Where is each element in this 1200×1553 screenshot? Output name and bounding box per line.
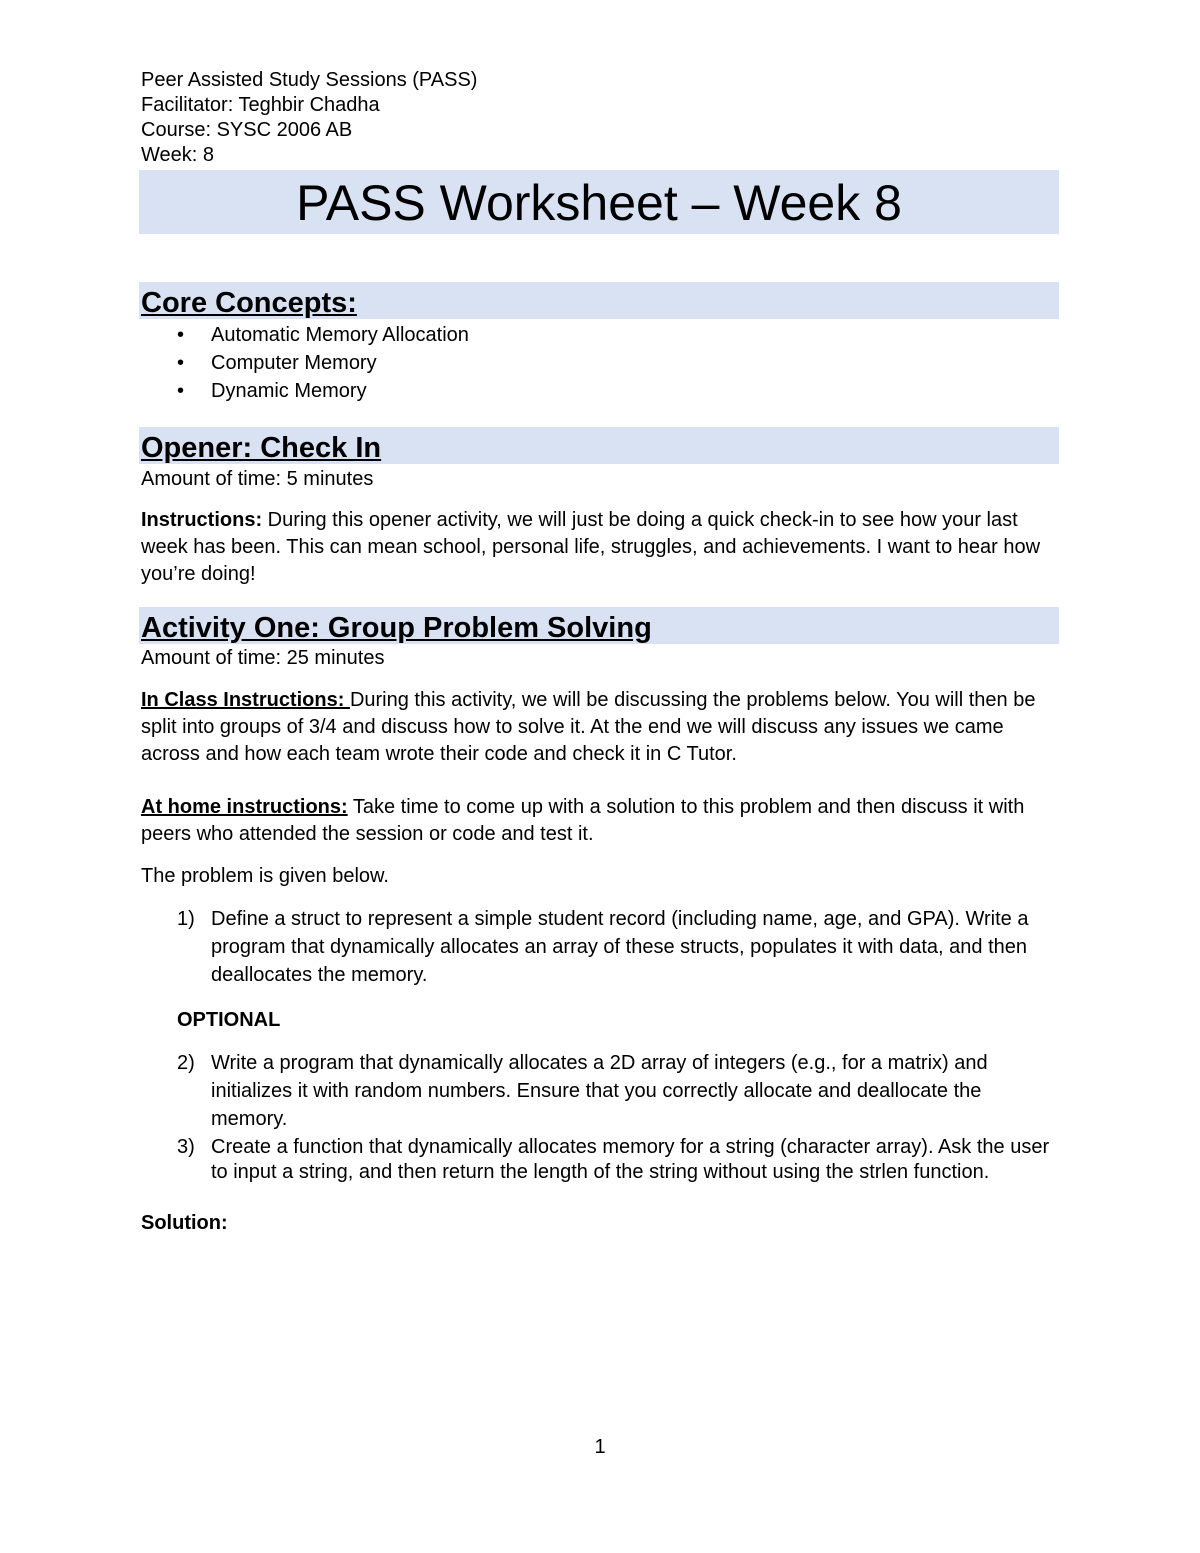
facilitator-name: Facilitator: Teghbir Chadha: [141, 94, 380, 116]
bullet-icon: •: [177, 352, 185, 374]
opener-instructions: Instructions: During this opener activity, we will just be doing a quick check-in to see how your last week has been. This can mean school, personal life, struggles, and achievements. I want to hear how you’re doing!: [141, 509, 1041, 585]
solution-label: Solution:: [141, 1212, 228, 1234]
activity-time: Amount of time: 25 minutes: [141, 647, 385, 669]
in-class-label: In Class Instructions:: [141, 689, 350, 711]
program-name: Peer Assisted Study Sessions (PASS): [141, 69, 478, 91]
problem-intro: The problem is given below.: [141, 865, 389, 887]
instructions-label: Instructions:: [141, 509, 263, 531]
course-code: Course: SYSC 2006 AB: [141, 119, 353, 141]
worksheet-page: [141, 68, 1059, 1237]
core-concepts-list: [141, 321, 1059, 405]
list-item: • Computer Memory: [141, 349, 1059, 377]
list-item: • Dynamic Memory: [141, 377, 1059, 405]
in-class-instructions: In Class Instructions: During this activity, we will be discussing the problems below. You will then be split into groups of 3/4 and discuss how to solve it. At the end we will discuss any issues we came across and how each team wrote their code and check it in C Tutor.: [141, 689, 1036, 765]
at-home-label: At home instructions:: [141, 796, 348, 818]
bullet-icon: •: [177, 380, 185, 402]
core-concepts-heading: Core Concepts:: [139, 282, 1059, 319]
list-item: 1) Define a struct to represent a simple student record (including name, age, and GPA). Write a program that dynamically allocates an array of these structs, populates it with data, and then deallocates the memory.: [177, 908, 1029, 986]
activity-one-heading: Activity One: Group Problem Solving: [139, 607, 1059, 644]
page-title: PASS Worksheet – Week 8: [139, 170, 1059, 234]
problem-list: [141, 905, 1059, 989]
optional-problem-list: [141, 1049, 1059, 1185]
at-home-instructions: At home instructions: Take time to come up with a solution to this problem and then discuss it with peers who attended the session or code and test it.: [141, 796, 1025, 845]
list-item: 3) Create a function that dynamically allocates memory for a string (character array). Ask the user to input a string, and then return the length of the string without using the strlen function.: [177, 1136, 1050, 1183]
bullet-icon: •: [177, 324, 185, 346]
document-header: [141, 68, 1059, 168]
week-number: Week: 8: [141, 144, 214, 166]
list-item: 2) Write a program that dynamically allocates a 2D array of integers (e.g., for a matrix) and initializes it with random numbers. Ensure that you correctly allocate and deallocate the memory.: [177, 1052, 988, 1130]
optional-label: OPTIONAL: [177, 1009, 281, 1031]
list-item: • Automatic Memory Allocation: [141, 321, 1059, 349]
opener-heading: Opener: Check In: [139, 427, 1059, 464]
page-number: 1: [594, 1436, 606, 1458]
opener-time: Amount of time: 5 minutes: [141, 468, 374, 490]
